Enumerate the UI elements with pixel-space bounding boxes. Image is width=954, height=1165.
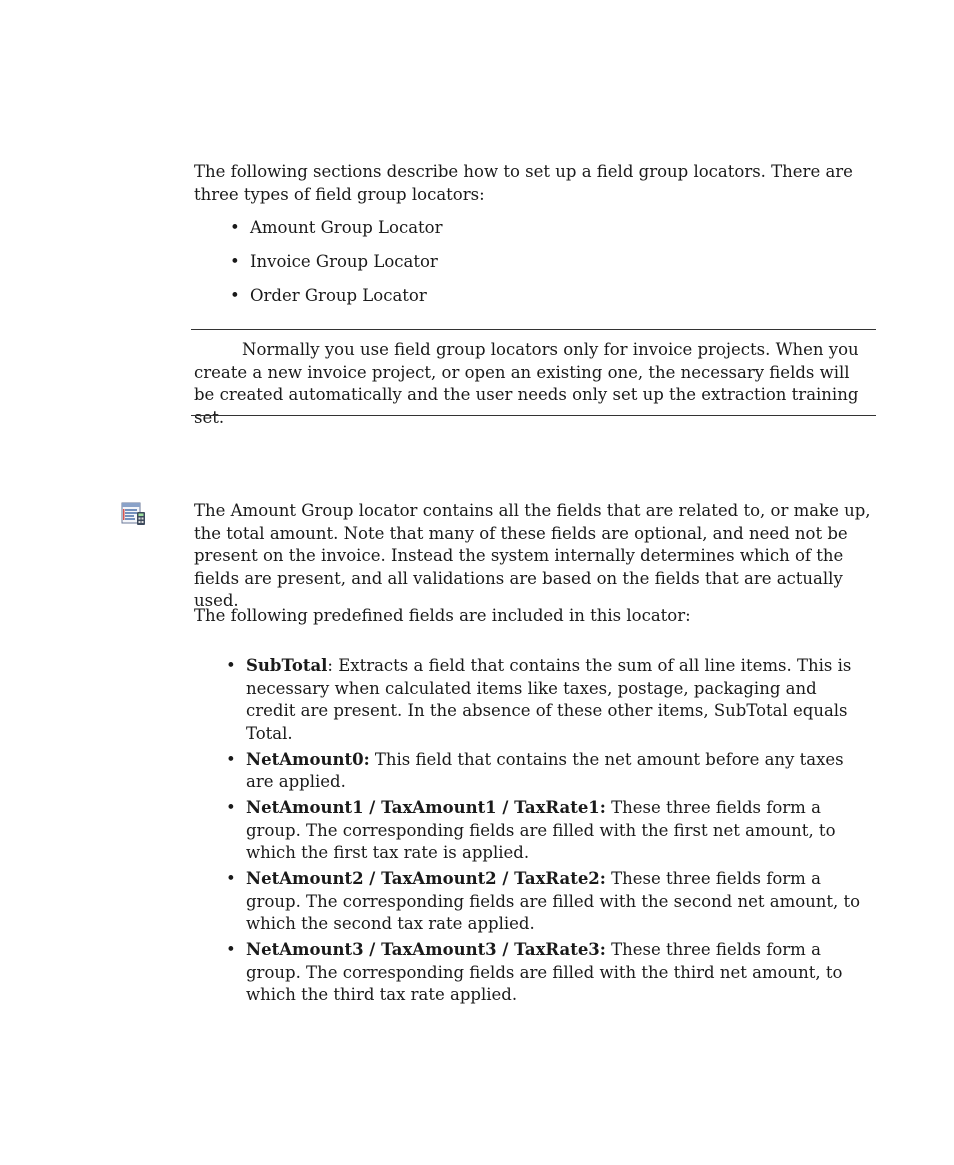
list-item [226,868,866,936]
field-description: These three fields form a group. The corresponding fields are filled with the second net amount, to which the second tax rate applied. [246,869,861,933]
list-item [226,797,866,865]
field-description: These three fields form a group. The corresponding fields are filled with the third net amount, to which the third tax rate applied. [246,940,843,1004]
amount-group-description: The Amount Group locator contains all the fields that are related to, or make up, the total amount. Note that many of these fields are optional, and need not be present on the invoice. Instead the system internally determines which of the fields are present, and all validations are based on the fields that are actually used. [194,501,871,610]
list-item [226,939,866,1007]
field-description: : Extracts a field that contains the sum of all line items. This is necessary when calculated items like taxes, postage, packaging and credit are present. In the absence of these other items, SubTotal equals Total. [246,656,852,743]
note-top-divider [191,329,876,330]
predefined-fields-list [226,655,866,1010]
locator-types-list [230,217,830,319]
field-name: NetAmount2 / TaxAmount2 / TaxRate2: [246,869,606,888]
list-item [226,655,866,745]
list-item: • Order Group Locator [230,285,830,319]
field-name: NetAmount3 / TaxAmount3 / TaxRate3: [246,940,606,959]
field-name: SubTotal [246,656,328,675]
field-description: These three fields form a group. The corresponding fields are filled with the first net amount, to which the first tax rate is applied. [246,798,836,862]
field-name: NetAmount0: [246,749,370,769]
note-paragraph: Normally you use field group locators only for invoice projects. When you create a new invoice project, or open an existing one, the necessary fields will be created automatically and the user needs only set up the extraction training set. [194,340,859,427]
field-name: NetAmount1 / TaxAmount1 / TaxRate1: [246,798,606,817]
amount-group-locator-icon [120,500,148,528]
list-item: • Invoice Group Locator [230,251,830,285]
field-description: This field that contains the net amount before any taxes are applied. [246,749,844,791]
intro-paragraph: The following sections describe how to set up a field group locators. There are three types of field group locators: [194,162,853,204]
note-bottom-divider [191,415,876,416]
list-item [226,749,866,794]
list-item: • Amount Group Locator [230,217,830,251]
predefined-fields-intro: The following predefined fields are included in this locator: [194,606,691,625]
